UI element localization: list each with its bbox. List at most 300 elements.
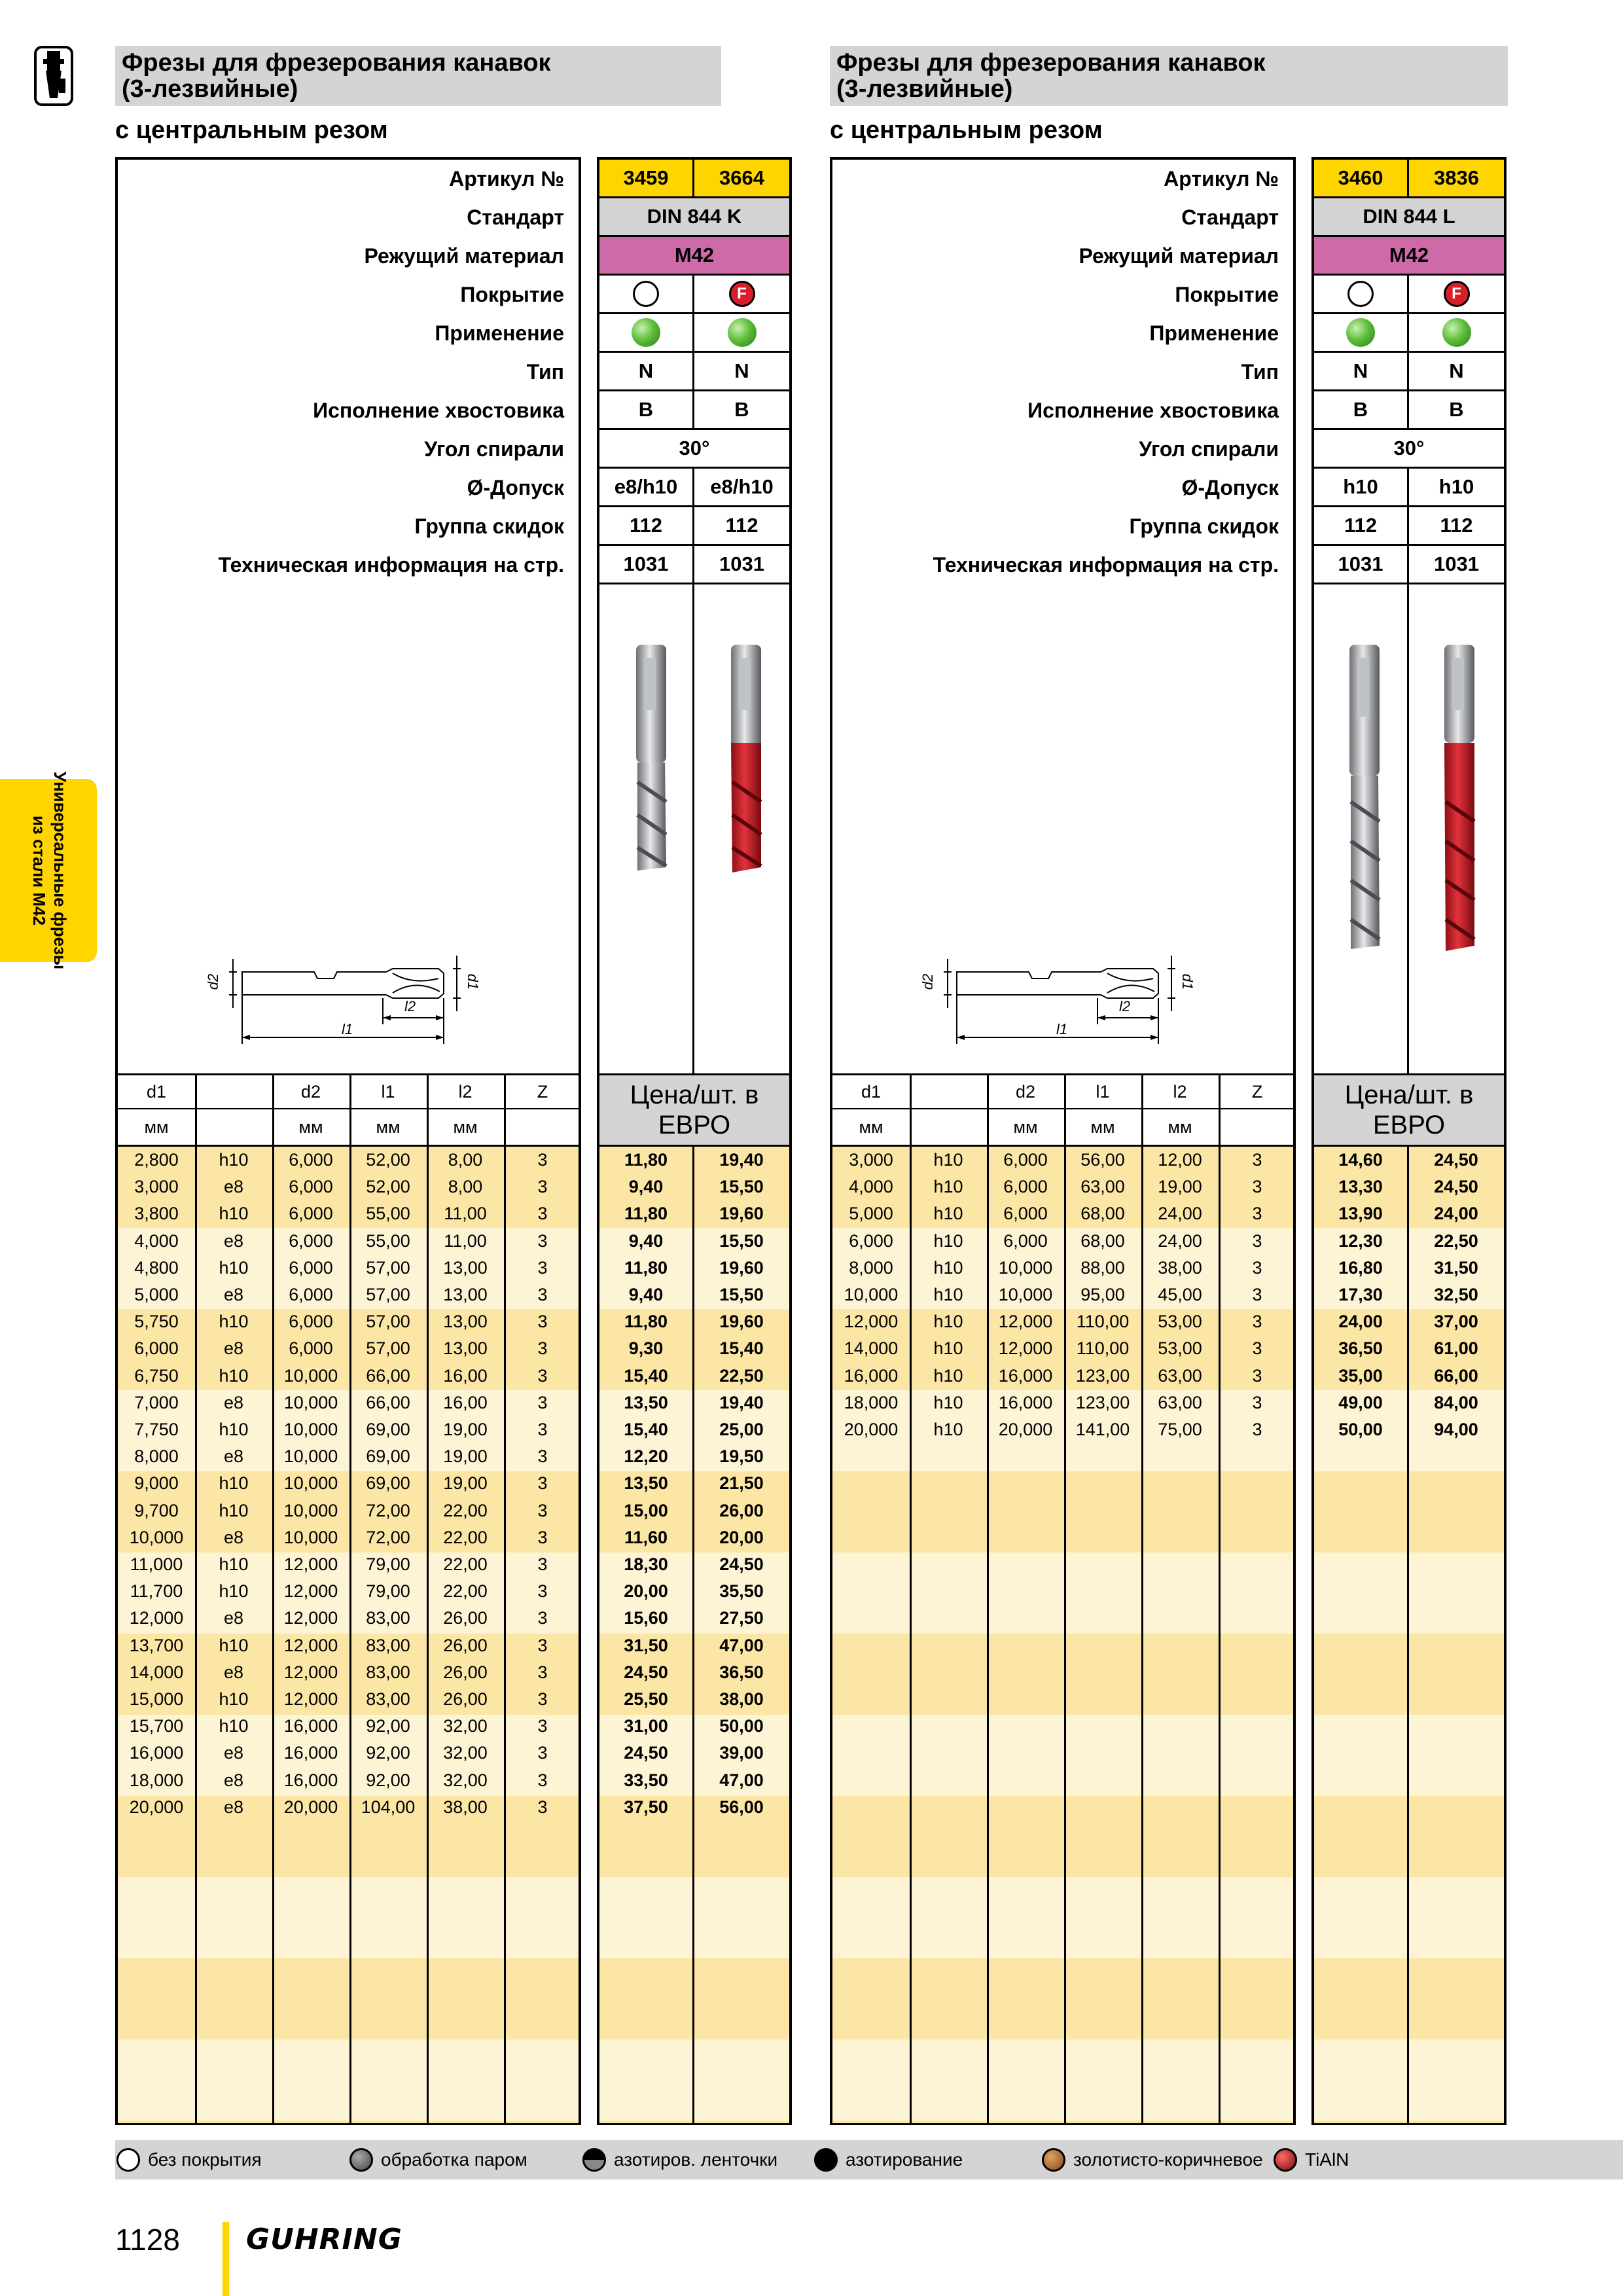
left-table-cell: 66,00 [366,1392,410,1412]
right-row-stripe [830,1471,1296,1552]
left-table-cell: 8,000 [134,1446,179,1467]
right-label-d2: d2 [919,973,936,990]
left-table-cell: 26,00 [443,1635,488,1655]
left-table-cell: 3 [537,1608,548,1628]
left-coating-b [694,276,789,314]
left-table-cell: h10 [219,1204,249,1224]
left-table-cell: 55,00 [366,1230,410,1251]
left-table-cell: 32,00 [443,1716,488,1736]
left-table-cell: 6,000 [289,1257,333,1278]
left-price-cell: 24,50 [624,1662,668,1682]
left-price-cell: 35,50 [719,1581,764,1602]
left-table-cell: h10 [219,1257,249,1278]
left-table-cell: 22,00 [443,1500,488,1520]
right-table-cell: 3 [1252,1312,1262,1332]
left-col-header: l1 [381,1081,395,1102]
right-table-cell: 20,000 [998,1420,1053,1439]
right-table-cell: 110,00 [1076,1312,1130,1332]
application-ball-icon [1442,318,1471,347]
left-col-header: Z [537,1081,548,1102]
right-table-cell: 20,000 [844,1420,899,1439]
left-table-cell: 38,00 [443,1797,488,1817]
legend-label: без покрытия [148,2149,262,2170]
left-table-cell: 9,000 [134,1473,179,1494]
right-price-cell: 94,00 [1434,1420,1478,1439]
left-table-cell: 6,000 [289,1150,333,1170]
left-table-cell: 6,000 [289,1177,333,1197]
left-table-cell: h10 [219,1716,249,1736]
left-table-cell: 13,00 [443,1312,488,1332]
left-table-cell: 79,00 [366,1554,410,1574]
right-table-cell: h10 [933,1312,963,1332]
right-title-line1: Фрезы для фрезерования канавок [836,49,1266,77]
right-price-stripe [1311,1471,1507,1552]
left-table-cell: 6,000 [289,1285,333,1304]
left-col-unit [195,1110,272,1145]
right-col-unit: мм [1090,1117,1115,1137]
left-table-cell: 22,00 [443,1527,488,1547]
right-table-bottom [830,2123,1296,2125]
right-spec-label: Покрытие [1175,283,1279,306]
left-table-cell: h10 [219,1689,249,1709]
right-label-l2: l2 [1119,998,1131,1014]
right-label-d1: d1 [1179,973,1196,990]
legend-label: золотисто-коричневое [1073,2149,1263,2170]
left-material: M42 [599,237,789,276]
left-label-l1: l1 [342,1021,353,1037]
left-table-cell: 3 [537,1500,548,1520]
left-table-cell: 3 [537,1312,548,1332]
left-table-cell: 3 [537,1204,548,1224]
left-table-cell: 3 [537,1635,548,1655]
left-table-cell: h10 [219,1554,249,1574]
right-coating-a [1314,276,1409,314]
left-table-cell: 3 [537,1473,548,1494]
left-price-cell: 24,50 [719,1554,764,1574]
left-table-cell: 16,000 [283,1716,338,1736]
left-table-cell: 9,700 [134,1500,179,1520]
right-table-cell: 12,00 [1158,1150,1202,1170]
left-table-mid [115,1108,581,1109]
left-table-cell: 83,00 [366,1635,410,1655]
right-table-cell: h10 [933,1150,963,1170]
left-title-line2: (3-лезвийные) [122,75,298,103]
left-table-cell: 26,00 [443,1689,488,1709]
right-table-cell: 63,00 [1080,1177,1125,1197]
application-ball-icon [1346,318,1375,347]
right-table-cell: h10 [933,1338,963,1359]
left-table-cell: 52,00 [366,1177,410,1197]
left-table-cell: 3 [537,1150,548,1170]
right-col-unit: мм [859,1117,883,1137]
left-dimension-diagram [196,933,497,1057]
nitrided-lands-icon [582,2148,606,2172]
left-table-cell: 12,000 [283,1554,338,1574]
left-price-cell: 31,00 [624,1716,668,1736]
left-table-cell: 10,000 [283,1473,338,1494]
right-table-cell: h10 [933,1230,963,1251]
left-table-cell: 6,750 [134,1365,179,1386]
side-tab-label: Универсальные фрезы из стали M42 [29,771,70,970]
left-price-cell: 15,50 [719,1230,764,1251]
right-tool-image-3460 [1342,645,1387,959]
right-spec-label: Режущий материал [1079,244,1279,268]
right-row-stripe [830,2039,1296,2121]
left-table-cell: 3 [537,1338,548,1359]
left-table-cell: h10 [219,1635,249,1655]
left-helix: 30° [599,430,789,469]
left-price-cell: 36,50 [719,1662,764,1682]
coating-f-icon: F [729,281,755,307]
left-table-cell: e8 [223,1797,244,1817]
left-price-cell: 27,50 [719,1608,764,1628]
left-table-cell: 3 [537,1420,548,1439]
right-table-cell: 10,000 [844,1285,899,1304]
left-price-cell: 19,40 [719,1150,764,1170]
right-price-cell: 12,30 [1338,1230,1383,1251]
left-table-cell: 6,000 [289,1338,333,1359]
left-table-cell: 3 [537,1581,548,1602]
right-table-cell: 68,00 [1080,1204,1125,1224]
left-spec-label: Угол спирали [424,437,564,461]
left-price-cell: 13,50 [624,1473,668,1494]
left-table-cell: e8 [223,1608,244,1628]
coating-f-icon: F [1444,281,1470,307]
right-price-cell: 37,00 [1434,1312,1478,1332]
left-table-cell: 13,00 [443,1257,488,1278]
right-col-unit: мм [1013,1117,1038,1137]
left-price-cell: 15,40 [624,1420,668,1439]
right-table-cell: 3 [1252,1230,1262,1251]
left-table-cell: 22,00 [443,1581,488,1602]
right-spec-label: Артикул № [1164,167,1279,190]
left-table-cell: h10 [219,1500,249,1520]
left-discount-b: 112 [694,507,789,546]
left-spec-label: Исполнение хвостовика [313,399,564,422]
left-table-cell: 69,00 [366,1420,410,1439]
left-table-cell: 20,000 [283,1797,338,1817]
left-table-cell: 3 [537,1770,548,1790]
left-price-cell: 15,40 [719,1338,764,1359]
left-price-cell: 19,50 [719,1446,764,1467]
left-table-cell: 12,000 [283,1608,338,1628]
left-table-cell: 12,000 [283,1635,338,1655]
left-table-cell: 3 [537,1527,548,1547]
right-product-divider [1407,584,1409,1073]
left-table-cell: 6,000 [134,1338,179,1359]
right-table-cell: 18,000 [844,1392,899,1412]
left-table-cell: 83,00 [366,1662,410,1682]
left-table-cell: e8 [223,1446,244,1467]
right-price-stripe [1311,1796,1507,1877]
right-table-cell: 88,00 [1080,1257,1125,1278]
right-table-cell: 75,00 [1158,1420,1202,1439]
left-table-cell: 16,00 [443,1365,488,1386]
left-shank-a: B [599,391,694,430]
left-table-cell: 92,00 [366,1716,410,1736]
right-spec-label: Угол спирали [1139,437,1279,461]
left-price-cell: 20,00 [719,1527,764,1547]
legend-label: азотиров. ленточки [614,2149,778,2170]
left-table-cell: 4,000 [134,1230,179,1251]
legend-label: TiAlN [1305,2149,1349,2170]
left-table-cell: h10 [219,1420,249,1439]
left-spec-label: Применение [435,321,564,345]
right-subtitle: с центральным резом [830,117,1103,144]
left-table-cell: h10 [219,1150,249,1170]
right-price-cell: 22,50 [1434,1230,1478,1251]
left-table-cell: 57,00 [366,1312,410,1332]
right-article-a[interactable]: 3460 [1314,160,1409,198]
right-shank-a: B [1314,391,1409,430]
left-table-cell: 72,00 [366,1500,410,1520]
right-table-cell: 5,000 [849,1204,893,1224]
left-price-cell: 12,20 [624,1446,668,1467]
right-spec-label: Применение [1149,321,1279,345]
left-table-cell: 15,000 [129,1689,184,1709]
right-price-stripe [1311,1634,1507,1715]
left-price-cell: 13,50 [624,1392,668,1412]
right-application-a [1314,314,1409,353]
right-col-header: l1 [1096,1081,1110,1102]
left-table-cell: 11,00 [444,1230,487,1251]
left-table-cell: 10,000 [283,1527,338,1547]
left-col-header: l2 [458,1081,473,1102]
left-price-cell: 11,80 [624,1150,668,1170]
right-dimension-diagram [911,933,1212,1057]
right-table-cell: 12,000 [844,1312,899,1332]
right-header [830,46,1508,106]
right-table-cell: 6,000 [849,1230,893,1251]
left-table-cell: 83,00 [366,1608,410,1628]
right-spec-label: Стандарт [1181,206,1279,229]
left-table-cell: 3 [537,1230,548,1251]
right-price-header: Цена/шт. в ЕВРО [1314,1075,1504,1145]
left-price-cell: 9,40 [628,1285,664,1304]
left-col-header: d2 [300,1081,321,1102]
right-table-cell: 53,00 [1158,1338,1202,1359]
left-subtitle: с центральным резом [115,117,388,144]
left-spec-label: Покрытие [460,283,564,306]
left-table-cell: h10 [219,1365,249,1386]
right-price-cell: 17,30 [1338,1285,1383,1304]
left-shank-b: B [694,391,789,430]
right-table-cell: 14,000 [844,1338,899,1359]
right-table-cell: 10,000 [998,1285,1053,1304]
left-col-unit: мм [144,1117,169,1137]
left-table-cell: 11,000 [130,1554,183,1574]
right-table-cell: 38,00 [1158,1257,1202,1278]
left-label-d2: d2 [205,973,222,990]
right-price-cell: 66,00 [1434,1365,1478,1386]
right-tolerance-a: h10 [1314,469,1409,507]
left-application-b [694,314,789,353]
right-row-stripe [830,1634,1296,1715]
right-price-cell: 13,90 [1338,1204,1383,1224]
left-price-cell: 37,50 [624,1797,668,1817]
left-price-cell: 31,50 [624,1635,668,1655]
left-tolerance-a: e8/h10 [599,469,694,507]
left-tolerance-b: e8/h10 [694,469,789,507]
left-table-cell: 16,000 [129,1743,184,1763]
right-techpage-b: 1031 [1409,546,1504,584]
left-price-stripe [597,1877,792,1958]
right-table-mid [830,1108,1296,1109]
left-type-b: N [694,353,789,391]
left-table-cell: e8 [223,1527,244,1547]
right-table-cell: 12,000 [998,1338,1053,1359]
right-article-b[interactable]: 3836 [1409,160,1504,198]
left-table-cell: 19,00 [443,1446,488,1467]
right-table-cell: 53,00 [1158,1312,1202,1332]
left-price-cell: 56,00 [719,1797,764,1817]
left-table-cell: 22,00 [443,1554,488,1574]
left-label-l2: l2 [404,998,416,1014]
left-table-cell: h10 [219,1581,249,1602]
right-table-cell: 3 [1252,1177,1262,1197]
left-price-cell: 11,80 [624,1312,668,1332]
right-table-cell: h10 [933,1204,963,1224]
left-table-cell: 69,00 [366,1473,410,1494]
left-table-cell: 10,000 [129,1527,184,1547]
right-table-cell: 95,00 [1080,1285,1125,1304]
left-table-cell: 3 [537,1392,548,1412]
left-col-header: d1 [146,1081,167,1102]
left-table-cell: e8 [223,1230,244,1251]
right-col-unit [1219,1110,1296,1145]
right-standard: DIN 844 L [1314,198,1504,237]
right-spec-label: Ø-Допуск [1181,476,1279,499]
left-table-cell: 57,00 [366,1338,410,1359]
left-table-cell: 13,700 [129,1635,184,1655]
left-price-cell: 15,50 [719,1177,764,1197]
left-table-cell: 57,00 [366,1285,410,1304]
left-table-cell: h10 [219,1473,249,1494]
left-col-unit: мм [298,1117,323,1137]
left-spec-label: Тип [526,360,564,384]
left-article-b[interactable]: 3664 [694,160,789,198]
legend-label: азотирование [846,2149,963,2170]
left-price-cell: 11,80 [624,1204,668,1224]
left-table-cell: 3 [537,1743,548,1763]
right-table-cell: 56,00 [1080,1150,1125,1170]
right-price-cell: 14,60 [1338,1150,1383,1170]
left-table-cell: e8 [223,1177,244,1197]
left-table-cell: 3,800 [134,1204,179,1224]
right-table-cell: h10 [933,1420,963,1439]
left-price-bottom [597,2123,792,2125]
left-table-bottom [115,2123,581,2125]
left-title-line1: Фрезы для фрезерования канавок [122,49,551,77]
left-header [115,46,721,106]
right-table-cell: h10 [933,1177,963,1197]
right-table-cell: 24,00 [1158,1230,1202,1251]
right-table-cell: 6,000 [1003,1150,1048,1170]
right-table-cell: 16,000 [998,1392,1053,1412]
left-col-unit [504,1110,581,1145]
left-table-cell: e8 [223,1770,244,1790]
right-spec-label: Тип [1241,360,1279,384]
right-price-right [1504,1073,1507,2125]
left-table-cell: 3 [537,1446,548,1467]
left-price-cell: 47,00 [719,1770,764,1790]
left-discount-a: 112 [599,507,694,546]
left-price-divider [692,1147,694,2123]
legend-label: обработка паром [381,2149,527,2170]
left-price-cell: 18,30 [624,1554,668,1574]
left-table-cell: 2,800 [134,1150,179,1170]
right-price-cell: 49,00 [1338,1392,1383,1412]
right-table-cell: h10 [933,1257,963,1278]
uncoated-icon [1347,281,1374,307]
right-col-header [910,1075,987,1108]
left-table-cell: 7,000 [134,1392,179,1412]
left-table-cell: 14,000 [129,1662,184,1682]
left-price-cell: 15,40 [624,1365,668,1386]
left-table-cell: h10 [219,1312,249,1332]
left-col-unit: мм [453,1117,478,1137]
right-spec-label: Техническая информация на стр. [933,553,1279,577]
left-table-cell: 3 [537,1716,548,1736]
right-application-b [1409,314,1504,353]
left-spec-label: Группа скидок [414,514,564,538]
right-price-bottom [1311,2123,1507,2125]
left-article-a[interactable]: 3459 [599,160,694,198]
right-coating-b [1409,276,1504,314]
right-price-cell: 35,00 [1338,1365,1383,1386]
left-price-cell: 25,50 [624,1689,668,1709]
left-price-cell: 19,60 [719,1204,764,1224]
right-table-cell: 110,00 [1076,1338,1130,1359]
right-table-cell: 63,00 [1158,1392,1202,1412]
right-table-cell: h10 [933,1285,963,1304]
right-price-cell: 24,50 [1434,1177,1478,1197]
left-row-stripe [115,1958,581,2039]
tialn-icon [1274,2148,1297,2172]
left-table-cell: 16,00 [443,1392,488,1412]
right-row-stripe [830,1958,1296,2039]
right-table-cell: 3,000 [849,1150,893,1170]
left-table-cell: 6,000 [289,1230,333,1251]
left-spec-label: Техническая информация на стр. [218,553,564,577]
left-table-cell: 19,00 [443,1473,488,1494]
left-table-cell: 72,00 [366,1527,410,1547]
left-price-cell: 25,00 [719,1420,764,1439]
left-price-cell: 19,60 [719,1257,764,1278]
right-col-header: d2 [1015,1081,1036,1102]
left-tool-image-3459 [628,645,674,880]
left-table-cell: 6,000 [289,1204,333,1224]
left-row-stripe [115,2039,581,2121]
left-techpage-a: 1031 [599,546,694,584]
left-application-a [599,314,694,353]
right-price-cell: 84,00 [1434,1392,1478,1412]
left-table-cell: e8 [223,1743,244,1763]
right-spec-label: Исполнение хвостовика [1027,399,1279,422]
right-table-cell: 16,000 [844,1365,899,1386]
left-label-d1: d1 [465,973,482,990]
right-price-stripe [1311,2039,1507,2121]
left-standard: DIN 844 K [599,198,789,237]
left-table-cell: 4,800 [134,1257,179,1278]
left-table-cell: 12,000 [283,1581,338,1602]
left-table-cell: 69,00 [366,1446,410,1467]
left-product-divider [692,584,694,1073]
application-ball-icon [632,318,660,347]
left-table-cell: 10,000 [283,1392,338,1412]
left-table-cell: 55,00 [366,1204,410,1224]
left-type-a: N [599,353,694,391]
